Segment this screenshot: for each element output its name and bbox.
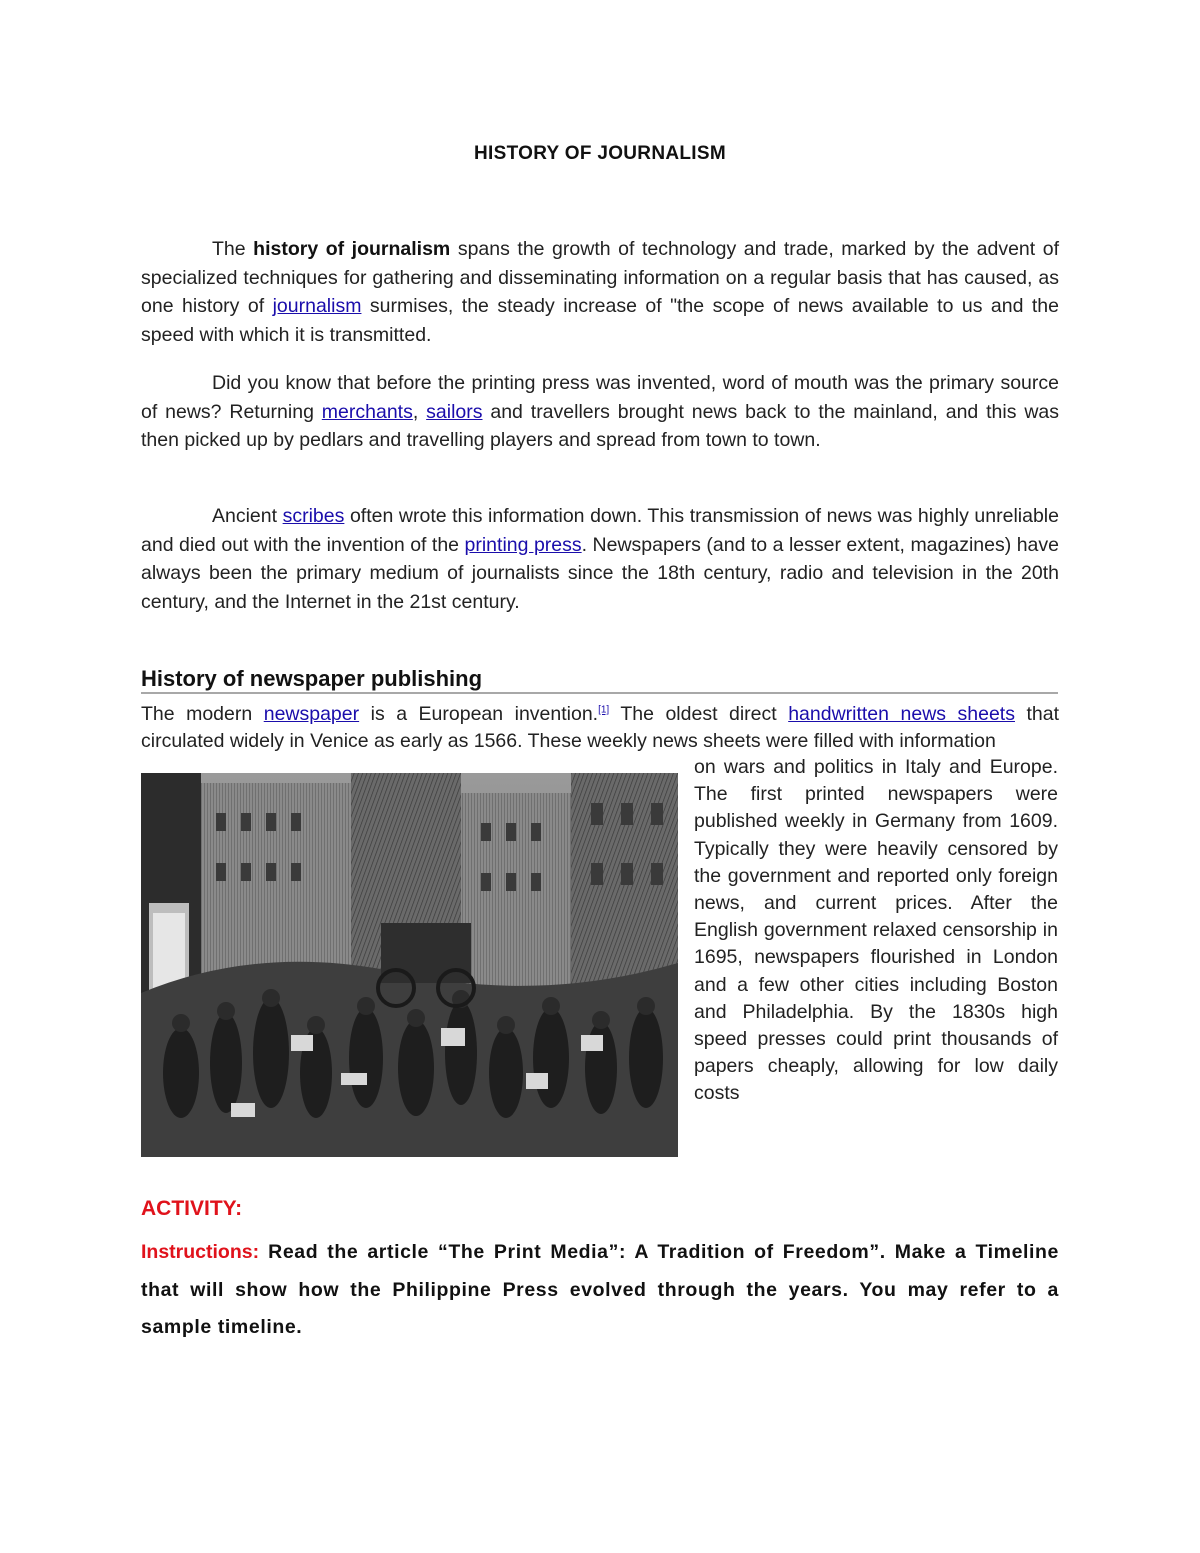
section-paragraph bbox=[141, 701, 1059, 755]
heading-divider bbox=[141, 692, 1058, 694]
citation-link[interactable]: [1] bbox=[598, 704, 610, 716]
text-run: The modern bbox=[141, 703, 264, 725]
text-run: spans the growth of technology and trade, marked by the advent of specialized techniques for gathering and disseminating information on a regular basis that has caused, as one history of bbox=[141, 238, 1060, 318]
activity-instructions bbox=[141, 1234, 1059, 1347]
bold-term: history of journalism bbox=[253, 238, 451, 260]
sailors-link[interactable]: sailors bbox=[426, 400, 483, 423]
activity-heading: ACTIVITY: bbox=[141, 1197, 243, 1220]
handwritten-news-sheets-link[interactable]: handwritten news sheets bbox=[788, 703, 1015, 725]
section-heading: History of newspaper publishing bbox=[141, 666, 483, 691]
text-run: that circulated widely in Venice as early as 1566. These weekly news sheets were filled with information bbox=[141, 703, 1060, 753]
text-run: often wrote this information down. This transmission of news was highly unreliable and died out with the invention of the bbox=[141, 505, 1059, 556]
merchants-link[interactable]: merchants bbox=[321, 400, 413, 423]
instructions-label: Instructions: bbox=[141, 1241, 260, 1263]
scribes-link[interactable]: scribes bbox=[282, 505, 345, 527]
intro-paragraph-2 bbox=[141, 369, 1059, 455]
text-run: The bbox=[212, 238, 254, 260]
journalism-link[interactable]: journalism bbox=[272, 295, 362, 318]
intro-paragraph-1 bbox=[141, 235, 1059, 349]
side-paragraph: on wars and politics in Italy and Europe. The first printed newspapers were published weekly in Germany from 1609. Typically they were heavily censored by the government and reported only foreign news, and current prices. After the English government relaxed censorship in 1695, newspapers flourished in London and a few other cities including Boston and Philadelphia. By the 1830s high speed presses could print thousands of papers cheaply, allowing for low daily costs bbox=[694, 756, 1058, 1105]
page-title: HISTORY OF JOURNALISM bbox=[474, 143, 726, 164]
text-run: surmises, the steady increase of "the scope of news available to us and the speed with which it is transmitted. bbox=[141, 295, 1059, 346]
newspaper-street-engraving-image bbox=[141, 773, 678, 1157]
newspaper-link[interactable]: newspaper bbox=[263, 703, 360, 725]
text-run: The oldest direct bbox=[609, 703, 789, 725]
instructions-text: Read the article “The Print Media”: A Tradition of Freedom”. Make a Timeline that will show how the Philippine Press evolved through the years. You may refer to a sample timeline. bbox=[141, 1241, 1059, 1338]
intro-paragraph-3 bbox=[141, 502, 1059, 616]
text-run: . Newspapers (and to a lesser extent, magazines) have always been the primary medium of journalists since the 18th century, radio and television in the 20th century, and the Internet in the 21st century. bbox=[141, 533, 1059, 613]
text-run: Ancient bbox=[212, 505, 283, 527]
text-run: , bbox=[412, 400, 427, 423]
printing-press-link[interactable]: printing press bbox=[464, 533, 582, 556]
text-run: Did you know that before the printing press was invented, word of mouth was the primary source of news? Returning bbox=[141, 372, 1059, 423]
text-run: is a European invention. bbox=[359, 703, 599, 725]
text-run: and travellers brought news back to the mainland, and this was then picked up by pedlars and travelling players and spread from town to town. bbox=[141, 400, 1060, 452]
